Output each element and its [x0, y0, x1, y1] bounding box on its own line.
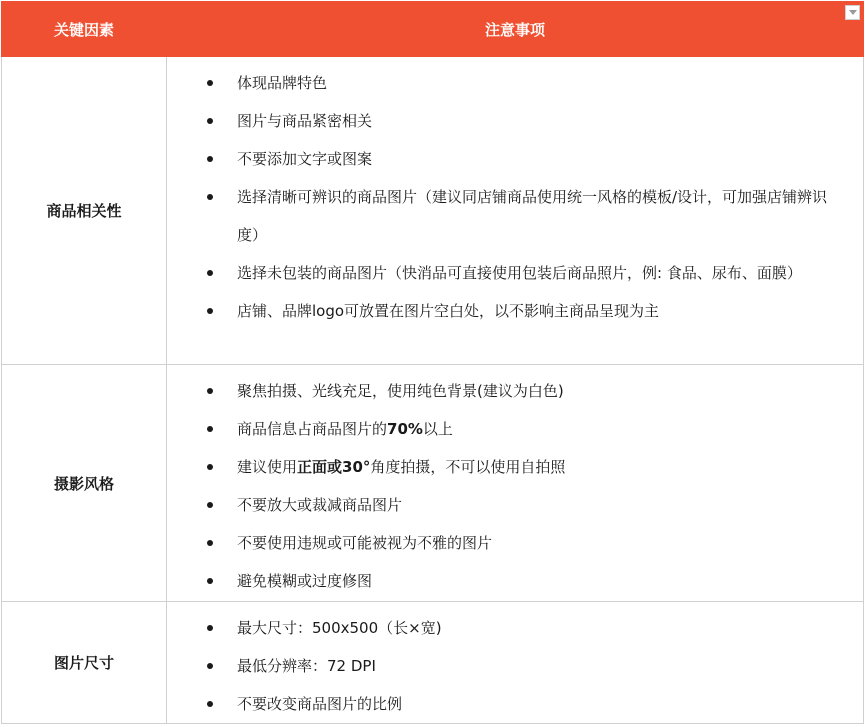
list-item: 最低分辨率：72 DPI	[167, 647, 853, 685]
guidelines-table	[1, 1, 864, 724]
list-item-emphasis: 正面或30°	[297, 458, 371, 476]
row-notes-cell	[167, 365, 864, 602]
header-notes-label: 注意事项	[484, 20, 545, 39]
list-item: 店铺、品牌logo可放置在图片空白处，以不影响主商品呈现为主	[167, 292, 853, 330]
row-key-cell: 商品相关性	[2, 57, 167, 365]
list-item: 最大尺寸：500x500（长×宽)	[167, 609, 853, 647]
list-item: 不要改变商品图片的比例	[167, 685, 853, 723]
filter-dropdown-icon[interactable]	[845, 5, 860, 20]
list-item: 不要添加文字或图案	[167, 140, 853, 178]
list-item-text: 角度拍摄，不可以使用自拍照	[370, 458, 566, 476]
notes-list	[167, 609, 853, 723]
list-item: 体现品牌特色	[167, 64, 853, 102]
header-notes	[167, 2, 864, 57]
row-key-cell: 图片尺寸	[2, 602, 167, 724]
list-item-text: 商品信息占商品图片的	[237, 420, 388, 438]
list-item: 选择清晰可辨识的商品图片（建议同店铺商品使用统一风格的模板/设计，可加强店铺辨识度）	[167, 178, 853, 254]
list-item: 不要放大或裁减商品图片	[167, 486, 853, 524]
list-item: 不要使用违规或可能被视为不雅的图片	[167, 524, 853, 562]
table-header-row	[2, 2, 864, 57]
row-key-cell: 摄影风格	[2, 365, 167, 602]
list-item: 图片与商品紧密相关	[167, 102, 853, 140]
list-item: 避免模糊或过度修图	[167, 562, 853, 600]
list-item-text: 以上	[422, 420, 453, 438]
notes-list	[167, 64, 853, 330]
list-item: 聚焦拍摄、光线充足，使用纯色背景(建议为白色)	[167, 372, 853, 410]
list-item	[167, 410, 853, 448]
list-item	[167, 448, 853, 486]
list-item-text: 建议使用	[237, 458, 298, 476]
table-row	[2, 365, 864, 602]
table-row	[2, 602, 864, 724]
row-notes-cell	[167, 602, 864, 724]
table-row	[2, 57, 864, 365]
row-notes-cell	[167, 57, 864, 365]
list-item: 选择未包装的商品图片（快消品可直接使用包装后商品照片，例: 食品、尿布、面膜）	[167, 254, 853, 292]
notes-list	[167, 372, 853, 600]
header-key-factor: 关键因素	[2, 2, 167, 57]
list-item-emphasis: 70%	[387, 420, 423, 438]
